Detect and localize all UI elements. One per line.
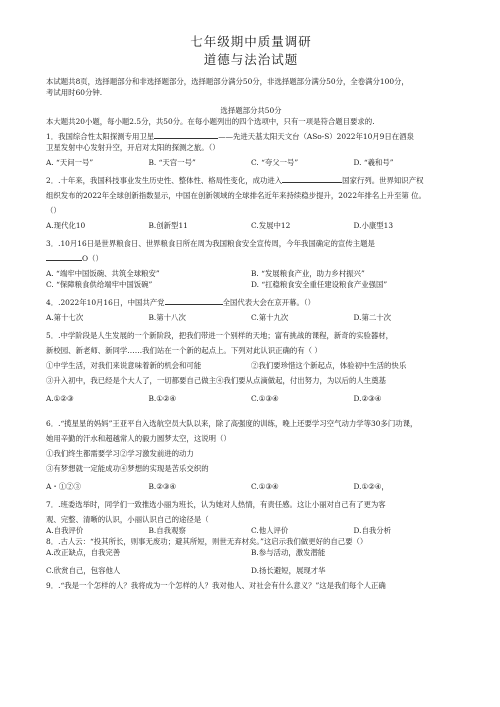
- option-a[interactable]: A.第十七次: [46, 313, 84, 322]
- option-b[interactable]: B. “发展粮食产业，助力乡村振兴”: [251, 269, 365, 278]
- question-stem: 卫星发射中心发射升空，开启对太阳的探测之旅。（）: [46, 143, 220, 152]
- option-b[interactable]: B.创新型11: [148, 221, 188, 230]
- page-title: 七年级期中质量调研: [190, 34, 312, 49]
- question-6: [46, 418, 456, 492]
- option-c[interactable]: C. “夸父一号”: [251, 158, 299, 167]
- question-5: [46, 330, 456, 404]
- option-d[interactable]: D.①②④，: [353, 482, 389, 491]
- option-d[interactable]: D.扬长避短，展现才华: [251, 566, 326, 575]
- question-stem: O（）: [46, 253, 456, 264]
- options-row: [46, 312, 456, 323]
- page-subtitle: 道德与法治试题: [203, 52, 299, 67]
- option-c[interactable]: C. “保障粮食供给端牢中国饭碗”: [46, 280, 153, 289]
- option-a[interactable]: A.①②③: [46, 394, 74, 403]
- options-row: [46, 268, 456, 279]
- question-9: [46, 580, 456, 591]
- statement-item: ②我们要珍惜这个新起点，体验初中生活的快乐: [251, 361, 407, 370]
- options-row: [46, 565, 456, 576]
- option-c[interactable]: C.发展中12: [251, 221, 291, 230]
- option-b[interactable]: B.①②④: [148, 394, 177, 403]
- instructions-line: 本试题共8页，选择题部分和非选择题部分，选择题部分满分50分，非选择题部分满分50分，全卷满分100分，: [46, 77, 409, 86]
- options-row: [46, 481, 456, 492]
- question-3: [46, 238, 456, 290]
- question-1: [46, 131, 456, 168]
- option-c[interactable]: C.他人评价: [251, 526, 289, 535]
- question-2: [46, 175, 456, 231]
- option-a[interactable]: A. “端牢中国饭碗、共筑全球粮安”: [46, 269, 160, 278]
- option-b[interactable]: B.第十八次: [148, 313, 186, 322]
- option-a[interactable]: A.现代化10: [46, 221, 86, 230]
- section-description: 本大题共20小题，每小题2.5分，共50分。在每小题列出的四个选项中，只有一项是符合题目要求的.: [46, 117, 375, 126]
- question-7: [46, 499, 456, 536]
- statement-item: ③有梦想就一定能成功④梦想的实现是苦乐交织的: [46, 464, 209, 473]
- question-stem: 3．.10月16日是世界粮食日、世界粮食日所在周为我国粮食安全宣传周，今年我国确定的宣传主题是: [46, 239, 375, 248]
- options-row: [46, 279, 456, 290]
- statement-item: ①我们终生都需要学习②学习激发前进的动力: [46, 449, 194, 458]
- instructions-line: 考试用时60分钟.: [46, 88, 103, 97]
- option-a[interactable]: A. “天问一号”: [46, 158, 94, 167]
- option-b[interactable]: B. “天宫一号”: [148, 158, 196, 167]
- question-8: [46, 536, 456, 576]
- options-row: [46, 220, 456, 231]
- option-a[interactable]: A.自我评价: [46, 526, 84, 535]
- question-stem: 6．.“揽星星的妈妈”王亚平自入选航空员大队以来，除了高强度的训练，晚上还要学习空气动力学等30多门功课，: [46, 419, 418, 428]
- option-a[interactable]: A.改正缺点，自我完善: [46, 548, 121, 557]
- option-c[interactable]: C.欣赏自己，包容他人: [46, 566, 121, 575]
- question-stem: 7．.班委选举时，同学们一致推选小丽为班长，认为她对人热情，有责任感。这让小丽对自己有了更为客: [46, 500, 386, 509]
- statement-item: ①中学生活，对我们来说意味着新的机会和可能: [46, 361, 202, 370]
- option-d[interactable]: D. “扛稳粮食安全重任建设粮食产业强国”: [251, 280, 388, 289]
- statement-item: ③升入初中，我已经是个大人了，一切都要自己做主④我们要从点滴做起，付出努力，为以后的人生奠基: [46, 376, 386, 385]
- question-stem: 2．.十年来，我国科技事业发生历史性、整体性、格局性变化，成功进入 国家行列。世界知识产权: [46, 176, 424, 185]
- answer-blank: [154, 131, 218, 139]
- question-stem: （）: [46, 206, 61, 215]
- question-stem: 组织发布的2022年全球创新指数显示，中国在创新领域的全球排名近年来持续稳步提升，2022年排名上升至第 位。: [46, 191, 426, 200]
- option-a[interactable]: A・①②③: [46, 482, 81, 491]
- options-row: [46, 157, 456, 168]
- option-c[interactable]: C.①③④: [251, 394, 279, 403]
- option-d[interactable]: D.自我分析: [353, 526, 392, 535]
- option-d[interactable]: D. “羲和号”: [353, 158, 394, 167]
- option-b[interactable]: B.参与活动，激发潜能: [251, 548, 326, 557]
- option-b[interactable]: B.②③④: [148, 482, 177, 491]
- question-stem: 1．我国综合性太阳探测专用卫星 ——先进天基太阳天文台（ASo-S）2022年10月9日在酒泉: [46, 132, 414, 141]
- question-stem: 4．.2022年10月16日，中国共产党 全国代表大会在京开幕。（）: [46, 298, 315, 307]
- option-c[interactable]: C.第十九次: [251, 313, 289, 322]
- options-row: [46, 547, 456, 558]
- options-row: [46, 393, 456, 404]
- answer-blank: [282, 175, 342, 183]
- question-4: [46, 297, 456, 323]
- section-title: 选择题部分共50分: [220, 106, 282, 115]
- question-stem: 5．.中学阶段是人生发展的一个新阶段，把我们带进一个别样的天地；富有挑战的课程，新奇的实验器材，: [46, 331, 394, 340]
- question-stem: 她用辛勤的汗水和超越常人的毅力圆梦太空，这说明（）: [46, 434, 231, 443]
- answer-blank: [165, 297, 223, 305]
- option-d[interactable]: D.小康型13: [353, 221, 394, 230]
- option-d[interactable]: D.第二十次: [353, 313, 392, 322]
- option-b[interactable]: B.自我观察: [148, 526, 186, 535]
- option-c[interactable]: C.①③④: [251, 482, 279, 491]
- question-stem: 9．.“我是一个怎样的人？我将成为一个怎样的人？我对他人、对社会有什么意义？”这是我们每个人正确: [46, 581, 386, 590]
- question-stem: 观、完整、清晰的认识，小丽认识自己的途径是（: [46, 515, 209, 524]
- question-stem: 8．.古人云：“投其所长，则事无废功；避其所短，则世无弃材矣。”这启示我们做更好的自己要（）: [46, 537, 368, 546]
- options-row: [46, 525, 456, 536]
- answer-blank: [46, 253, 82, 261]
- option-d[interactable]: D.②③④: [353, 394, 382, 403]
- question-stem: 新校园、新老师、新同学……我们站在一个新的起点上。下列对此认识正确的有（ ）: [46, 346, 322, 355]
- statement-row: [46, 360, 456, 371]
